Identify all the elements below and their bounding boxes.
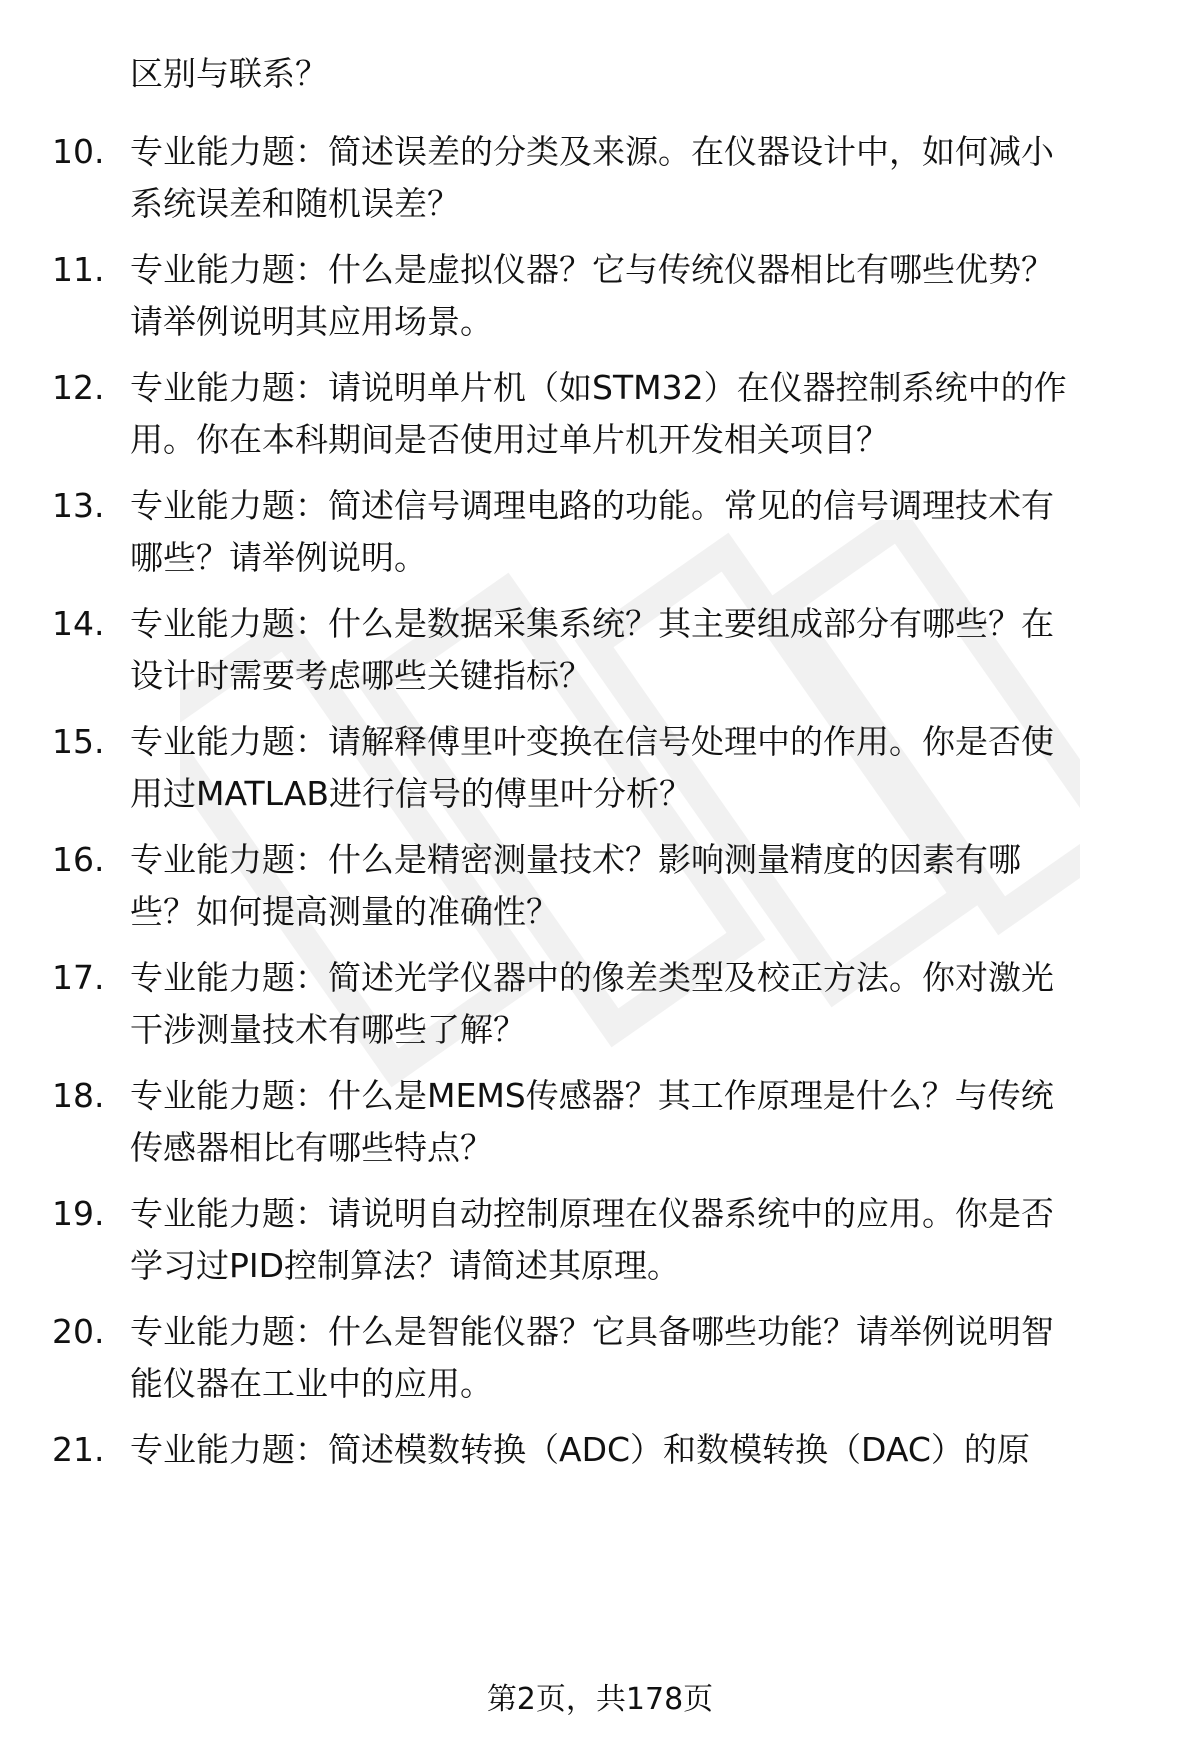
- question-line: 学习过PID控制算法？请简述其原理。: [130, 1246, 681, 1285]
- question-text: [130, 126, 1160, 230]
- question-number: 19.: [52, 1194, 105, 1233]
- question-line: 传感器相比有哪些特点？: [130, 1128, 493, 1167]
- question-number: 12.: [52, 368, 105, 407]
- question-line: 专业能力题：请说明单片机（如STM32）在仪器控制系统中的作: [130, 368, 1067, 407]
- question-line: 专业能力题：什么是数据采集系统？其主要组成部分有哪些？在: [130, 604, 1054, 643]
- question-line: 区别与联系？: [130, 54, 328, 93]
- question-line: 专业能力题：什么是精密测量技术？影响测量精度的因素有哪: [130, 840, 1021, 879]
- question-number: 15.: [52, 722, 105, 761]
- question-text: [130, 244, 1160, 348]
- question-line: 专业能力题：什么是智能仪器？它具备哪些功能？请举例说明智: [130, 1312, 1054, 1351]
- question-text: [130, 1070, 1160, 1174]
- question-line: 哪些？请举例说明。: [130, 538, 427, 577]
- question-text: [130, 1424, 1160, 1476]
- question-number: 14.: [52, 604, 105, 643]
- page-footer: 第2页，共178页: [486, 1682, 714, 1717]
- question-line: 些？如何提高测量的准确性？: [130, 892, 559, 931]
- question-line: 专业能力题：请说明自动控制原理在仪器系统中的应用。你是否: [130, 1194, 1054, 1233]
- question-line: 系统误差和随机误差？: [130, 184, 460, 223]
- question-number: 10.: [52, 132, 105, 171]
- question-line: 专业能力题：简述信号调理电路的功能。常见的信号调理技术有: [130, 486, 1054, 525]
- question-number: 18.: [52, 1076, 105, 1115]
- question-text: [130, 362, 1160, 466]
- question-line: 专业能力题：简述光学仪器中的像差类型及校正方法。你对激光: [130, 958, 1054, 997]
- question-text: [130, 1306, 1160, 1410]
- question-line: 用过MATLAB进行信号的傅里叶分析？: [130, 774, 692, 813]
- question-number: 17.: [52, 958, 105, 997]
- question-text: [130, 1188, 1160, 1292]
- question-line: 用。你在本科期间是否使用过单片机开发相关项目？: [130, 420, 889, 459]
- question-text: [130, 480, 1160, 584]
- question-text: [130, 952, 1160, 1056]
- question-text: [130, 48, 1160, 100]
- question-line: 请举例说明其应用场景。: [130, 302, 493, 341]
- question-line: 设计时需要考虑哪些关键指标？: [130, 656, 592, 695]
- question-number: 16.: [52, 840, 105, 879]
- question-line: 专业能力题：什么是虚拟仪器？它与传统仪器相比有哪些优势？: [130, 250, 1054, 289]
- question-text: [130, 834, 1160, 938]
- question-line: 能仪器在工业中的应用。: [130, 1364, 493, 1403]
- question-number: 21.: [52, 1430, 105, 1469]
- question-text: [130, 598, 1160, 702]
- question-line: 干涉测量技术有哪些了解？: [130, 1010, 526, 1049]
- question-line: 专业能力题：简述模数转换（ADC）和数模转换（DAC）的原: [130, 1430, 1030, 1469]
- question-number: 11.: [52, 250, 105, 289]
- question-text: [130, 716, 1160, 820]
- question-line: 专业能力题：请解释傅里叶变换在信号处理中的作用。你是否使: [130, 722, 1054, 761]
- question-number: 13.: [52, 486, 105, 525]
- question-number: 20.: [52, 1312, 105, 1351]
- question-line: 专业能力题：什么是MEMS传感器？其工作原理是什么？与传统: [130, 1076, 1054, 1115]
- question-line: 专业能力题：简述误差的分类及来源。在仪器设计中，如何减小: [130, 132, 1054, 171]
